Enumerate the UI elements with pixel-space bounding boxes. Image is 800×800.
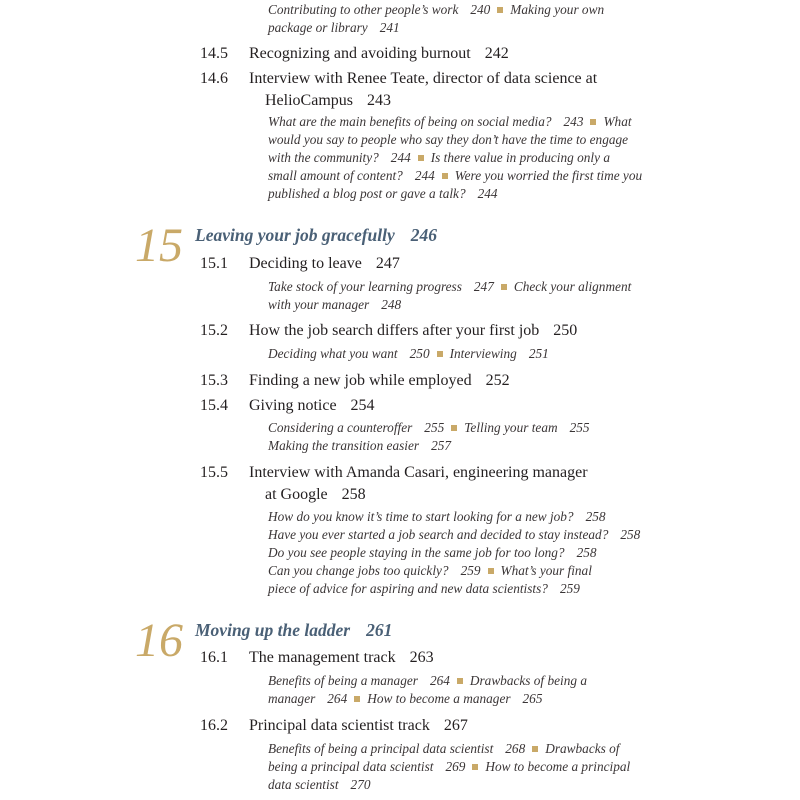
page-number: 243 bbox=[563, 114, 584, 129]
subsection-line bbox=[268, 345, 688, 363]
subsection-title: Telling your team bbox=[464, 420, 558, 435]
subsection-title: Were you worried the first time you bbox=[454, 168, 643, 183]
subsection-title: small amount of content? bbox=[268, 168, 403, 183]
page-number: 243 bbox=[367, 92, 391, 109]
subsection-title: Deciding what you want bbox=[268, 346, 398, 361]
subsection-line bbox=[268, 508, 688, 526]
subsection-list-15-4 bbox=[268, 419, 688, 455]
subsection-title: Benefits of being a manager bbox=[268, 673, 418, 688]
subsection-title: How to become a manager bbox=[367, 691, 511, 706]
section-number: 15.5 bbox=[200, 464, 228, 481]
subsection-title: Drawbacks of bbox=[545, 741, 620, 756]
page-number: 241 bbox=[379, 20, 400, 35]
page-number: 244 bbox=[414, 168, 435, 183]
section-number: 16.2 bbox=[200, 717, 228, 734]
page-number: 259 bbox=[559, 581, 580, 596]
bullet-separator bbox=[354, 696, 360, 702]
page-number: 250 bbox=[409, 346, 430, 361]
page-number: 270 bbox=[350, 777, 371, 792]
section-title: Finding a new job while employed 252 bbox=[249, 372, 510, 389]
section-number: 15.2 bbox=[200, 322, 228, 339]
subsection-list-14-4 bbox=[268, 1, 688, 37]
section-title-continued: HelioCampus 243 bbox=[265, 92, 391, 109]
subsection-line bbox=[268, 149, 688, 167]
page-number: 268 bbox=[505, 741, 526, 756]
subsection-line bbox=[268, 296, 688, 314]
page-number: 240 bbox=[470, 2, 491, 17]
section-title: Deciding to leave 247 bbox=[249, 255, 400, 272]
subsection-line bbox=[268, 758, 688, 776]
section-number: 16.1 bbox=[200, 649, 228, 666]
subsection-title: published a blog post or gave a talk? bbox=[268, 186, 466, 201]
subsection-line bbox=[268, 1, 688, 19]
section-title: Recognizing and avoiding burnout 242 bbox=[249, 45, 509, 62]
subsection-title: Is there value in producing only a bbox=[430, 150, 610, 165]
section-title-continued: at Google 258 bbox=[265, 486, 366, 503]
page-number: 264 bbox=[327, 691, 348, 706]
page-number: 244 bbox=[477, 186, 498, 201]
chapter-title-15[interactable]: Leaving your job gracefully 246 bbox=[195, 225, 438, 245]
section-title: The management track 263 bbox=[249, 649, 434, 666]
page-number: 244 bbox=[390, 150, 411, 165]
subsection-title: Making the transition easier bbox=[268, 438, 420, 453]
section-number: 14.5 bbox=[200, 45, 228, 62]
subsection-title: with the community? bbox=[268, 150, 379, 165]
bullet-separator bbox=[497, 7, 503, 13]
subsection-title: Benefits of being a principal data scientist bbox=[268, 741, 494, 756]
subsection-title: would you say to people who say they don’t have the time to engage bbox=[268, 132, 629, 147]
bullet-separator bbox=[532, 746, 538, 752]
page-number: 257 bbox=[431, 438, 452, 453]
page-number: 251 bbox=[528, 346, 549, 361]
subsection-line bbox=[268, 672, 688, 690]
subsection-list-15-2 bbox=[268, 345, 688, 363]
subsection-line bbox=[268, 167, 688, 185]
subsection-line bbox=[268, 776, 688, 794]
page-number: 258 bbox=[620, 527, 641, 542]
bullet-separator bbox=[590, 119, 596, 125]
chapter-title-16[interactable]: Moving up the ladder 261 bbox=[195, 620, 393, 640]
subsection-title: Can you change jobs too quickly? bbox=[268, 563, 449, 578]
subsection-title: Interviewing bbox=[449, 346, 517, 361]
page-number: 246 bbox=[410, 225, 438, 245]
subsection-title: being a principal data scientist bbox=[268, 759, 434, 774]
subsection-title: What bbox=[603, 114, 632, 129]
section-title: How the job search differs after your first job 250 bbox=[249, 322, 578, 339]
subsection-line bbox=[268, 19, 688, 37]
chapter-number-15: 15 bbox=[135, 219, 183, 272]
bullet-separator bbox=[451, 425, 457, 431]
page-number: 242 bbox=[484, 45, 509, 62]
chapter-number-16: 16 bbox=[135, 614, 183, 667]
section-title: Giving notice 254 bbox=[249, 397, 375, 414]
subsection-list-15-1 bbox=[268, 278, 688, 314]
section-number: 15.3 bbox=[200, 372, 228, 389]
bullet-separator bbox=[501, 284, 507, 290]
page-number: 248 bbox=[381, 297, 402, 312]
subsection-line bbox=[268, 419, 688, 437]
subsection-line bbox=[268, 562, 688, 580]
page-number: 258 bbox=[341, 486, 366, 503]
page-number: 267 bbox=[443, 717, 468, 734]
page-number: 265 bbox=[522, 691, 543, 706]
subsection-title: Have you ever started a job search and decided to stay instead? bbox=[268, 527, 609, 542]
bullet-separator bbox=[488, 568, 494, 574]
page-number: 259 bbox=[460, 563, 481, 578]
subsection-line bbox=[268, 113, 688, 131]
bullet-separator bbox=[457, 678, 463, 684]
section-title: Interview with Renee Teate, director of data science at bbox=[249, 70, 598, 87]
section-title: Interview with Amanda Casari, engineering manager bbox=[249, 464, 588, 481]
subsection-title: Take stock of your learning progress bbox=[268, 279, 462, 294]
subsection-title: data scientist bbox=[268, 777, 339, 792]
subsection-line bbox=[268, 185, 688, 203]
page-number: 261 bbox=[366, 620, 393, 640]
subsection-list-14-6 bbox=[268, 113, 688, 203]
section-title: Principal data scientist track 267 bbox=[249, 717, 468, 734]
bullet-separator bbox=[437, 351, 443, 357]
subsection-title: Considering a counteroffer bbox=[268, 420, 413, 435]
page-number: 247 bbox=[375, 255, 400, 272]
subsection-title: Check your alignment bbox=[513, 279, 632, 294]
subsection-title: with your manager bbox=[268, 297, 370, 312]
page-number: 258 bbox=[585, 509, 606, 524]
subsection-title: piece of advice for aspiring and new data scientists? bbox=[268, 581, 548, 596]
page-number: 255 bbox=[569, 420, 590, 435]
subsection-title: Contributing to other people’s work bbox=[268, 2, 459, 17]
page-number: 269 bbox=[445, 759, 466, 774]
subsection-line bbox=[268, 580, 688, 598]
section-number: 15.4 bbox=[200, 397, 228, 414]
page-number: 264 bbox=[429, 673, 450, 688]
bullet-separator bbox=[418, 155, 424, 161]
subsection-title: package or library bbox=[268, 20, 368, 35]
bullet-separator bbox=[472, 764, 478, 770]
subsection-line bbox=[268, 278, 688, 296]
page-number: 250 bbox=[553, 322, 578, 339]
page-number: 247 bbox=[473, 279, 494, 294]
subsection-title: What are the main benefits of being on social media? bbox=[268, 114, 552, 129]
subsection-list-16-1 bbox=[268, 672, 688, 708]
subsection-line bbox=[268, 526, 688, 544]
subsection-line bbox=[268, 544, 688, 562]
bullet-separator bbox=[442, 173, 448, 179]
subsection-title: Making your own bbox=[510, 2, 605, 17]
section-number: 15.1 bbox=[200, 255, 228, 272]
page-number: 255 bbox=[424, 420, 445, 435]
section-number: 14.6 bbox=[200, 70, 228, 87]
subsection-title: Do you see people staying in the same job for too long? bbox=[268, 545, 565, 560]
subsection-title: How to become a principal bbox=[485, 759, 631, 774]
subsection-line bbox=[268, 437, 688, 455]
page-number: 258 bbox=[576, 545, 597, 560]
subsection-list-16-2 bbox=[268, 740, 688, 794]
subsection-title: Drawbacks of being a bbox=[469, 673, 587, 688]
subsection-title: How do you know it’s time to start looking for a new job? bbox=[268, 509, 574, 524]
subsection-list-15-5 bbox=[268, 508, 688, 598]
page-number: 254 bbox=[350, 397, 375, 414]
page-number: 252 bbox=[485, 372, 510, 389]
subsection-line bbox=[268, 740, 688, 758]
subsection-line bbox=[268, 690, 688, 708]
subsection-title: What’s your final bbox=[500, 563, 592, 578]
subsection-title: manager bbox=[268, 691, 316, 706]
page-number: 263 bbox=[409, 649, 434, 666]
subsection-line bbox=[268, 131, 688, 149]
